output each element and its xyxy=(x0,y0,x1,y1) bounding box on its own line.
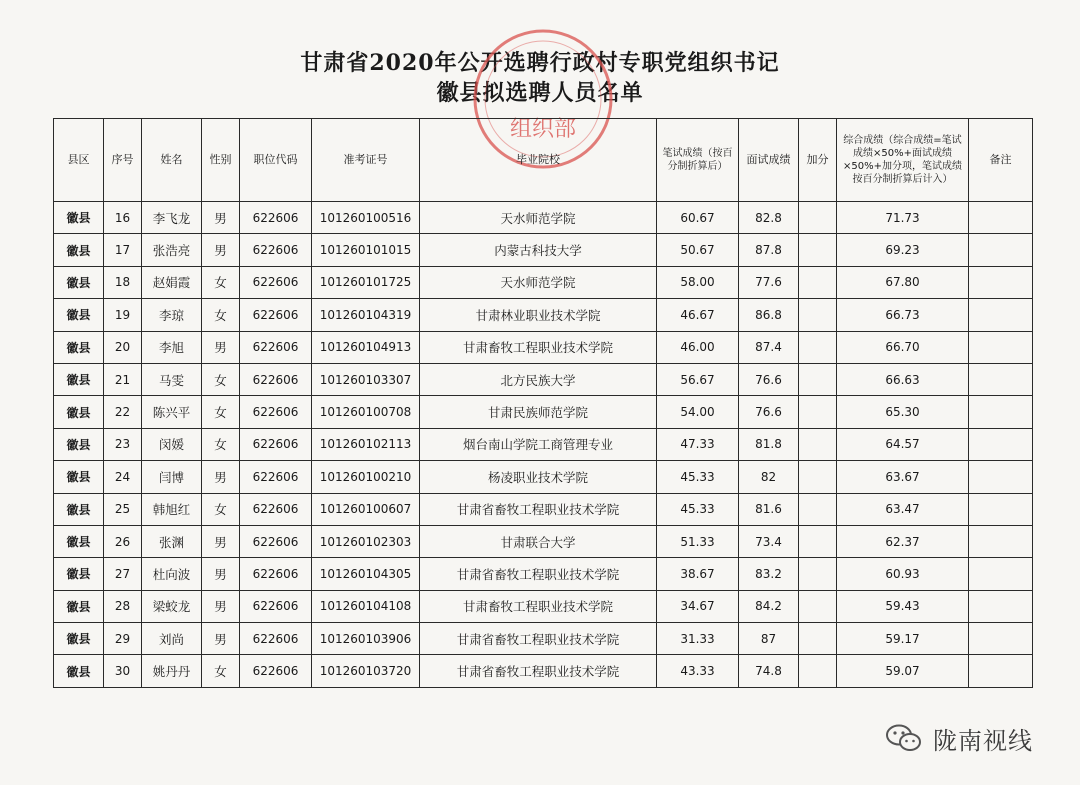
header-county: 县区 xyxy=(54,119,104,202)
cell-no: 16 xyxy=(104,202,142,234)
cell-exam: 101260100607 xyxy=(312,493,420,525)
cell-county: 徽县 xyxy=(54,428,104,460)
cell-written: 56.67 xyxy=(657,363,739,395)
cell-name: 李旭 xyxy=(142,331,202,363)
cell-code: 622606 xyxy=(240,363,312,395)
cell-total: 60.93 xyxy=(837,558,969,590)
cell-total: 67.80 xyxy=(837,266,969,298)
cell-name: 梁蛟龙 xyxy=(142,590,202,622)
cell-code: 622606 xyxy=(240,234,312,266)
cell-name: 刘尚 xyxy=(142,623,202,655)
cell-county: 徽县 xyxy=(54,266,104,298)
cell-gender: 男 xyxy=(202,202,240,234)
table-body xyxy=(54,202,1033,688)
watermark xyxy=(885,718,1033,758)
cell-no: 28 xyxy=(104,590,142,622)
cell-interview: 82.8 xyxy=(739,202,799,234)
cell-written: 45.33 xyxy=(657,493,739,525)
cell-total: 59.17 xyxy=(837,623,969,655)
cell-school: 甘肃畜牧工程职业技术学院 xyxy=(420,590,657,622)
cell-interview: 83.2 xyxy=(739,558,799,590)
cell-exam: 101260103906 xyxy=(312,623,420,655)
cell-interview: 81.8 xyxy=(739,428,799,460)
cell-code: 622606 xyxy=(240,396,312,428)
table-row xyxy=(54,428,1033,460)
cell-interview: 76.6 xyxy=(739,396,799,428)
cell-interview: 84.2 xyxy=(739,590,799,622)
header-remark: 备注 xyxy=(969,119,1033,202)
cell-county: 徽县 xyxy=(54,493,104,525)
cell-name: 闫博 xyxy=(142,461,202,493)
cell-remark xyxy=(969,655,1033,687)
cell-school: 甘肃联合大学 xyxy=(420,525,657,557)
cell-total: 59.43 xyxy=(837,590,969,622)
cell-no: 19 xyxy=(104,299,142,331)
cell-remark xyxy=(969,623,1033,655)
header-school: 毕业院校 xyxy=(420,119,657,202)
cell-county: 徽县 xyxy=(54,525,104,557)
cell-code: 622606 xyxy=(240,266,312,298)
table-header-row xyxy=(54,119,1033,202)
cell-county: 徽县 xyxy=(54,623,104,655)
cell-name: 李飞龙 xyxy=(142,202,202,234)
cell-written: 45.33 xyxy=(657,461,739,493)
cell-bonus xyxy=(799,655,837,687)
table-row xyxy=(54,525,1033,557)
table-row xyxy=(54,590,1033,622)
cell-school: 烟台南山学院工商管理专业 xyxy=(420,428,657,460)
cell-interview: 87.4 xyxy=(739,331,799,363)
cell-county: 徽县 xyxy=(54,363,104,395)
header-total: 综合成绩（综合成绩=笔试成绩×50%+面试成绩×50%+加分项，笔试成绩按百分制折算后计入） xyxy=(837,119,969,202)
header-interview: 面试成绩 xyxy=(739,119,799,202)
table-row xyxy=(54,331,1033,363)
cell-school: 天水师范学院 xyxy=(420,266,657,298)
cell-remark xyxy=(969,590,1033,622)
cell-bonus xyxy=(799,461,837,493)
cell-gender: 女 xyxy=(202,655,240,687)
cell-no: 27 xyxy=(104,558,142,590)
watermark-text: 陇南视线 xyxy=(933,726,1033,755)
cell-total: 66.63 xyxy=(837,363,969,395)
cell-no: 23 xyxy=(104,428,142,460)
cell-code: 622606 xyxy=(240,590,312,622)
cell-gender: 女 xyxy=(202,428,240,460)
cell-school: 甘肃民族师范学院 xyxy=(420,396,657,428)
cell-written: 54.00 xyxy=(657,396,739,428)
cell-interview: 87.8 xyxy=(739,234,799,266)
cell-bonus xyxy=(799,493,837,525)
cell-gender: 女 xyxy=(202,363,240,395)
cell-total: 63.47 xyxy=(837,493,969,525)
cell-remark xyxy=(969,558,1033,590)
cell-gender: 男 xyxy=(202,234,240,266)
cell-name: 赵娟霞 xyxy=(142,266,202,298)
header-name: 姓名 xyxy=(142,119,202,202)
cell-school: 甘肃省畜牧工程职业技术学院 xyxy=(420,623,657,655)
cell-county: 徽县 xyxy=(54,396,104,428)
cell-written: 31.33 xyxy=(657,623,739,655)
cell-name: 韩旭红 xyxy=(142,493,202,525)
cell-name: 姚丹丹 xyxy=(142,655,202,687)
cell-no: 26 xyxy=(104,525,142,557)
cell-written: 47.33 xyxy=(657,428,739,460)
cell-gender: 男 xyxy=(202,558,240,590)
cell-interview: 74.8 xyxy=(739,655,799,687)
cell-total: 65.30 xyxy=(837,396,969,428)
cell-no: 29 xyxy=(104,623,142,655)
cell-bonus xyxy=(799,299,837,331)
cell-code: 622606 xyxy=(240,655,312,687)
cell-exam: 101260100516 xyxy=(312,202,420,234)
table-row xyxy=(54,234,1033,266)
header-bonus: 加分 xyxy=(799,119,837,202)
cell-no: 17 xyxy=(104,234,142,266)
cell-school: 甘肃省畜牧工程职业技术学院 xyxy=(420,493,657,525)
table-row xyxy=(54,623,1033,655)
cell-total: 63.67 xyxy=(837,461,969,493)
cell-interview: 86.8 xyxy=(739,299,799,331)
cell-bonus xyxy=(799,428,837,460)
cell-total: 66.70 xyxy=(837,331,969,363)
cell-remark xyxy=(969,428,1033,460)
cell-total: 66.73 xyxy=(837,299,969,331)
cell-remark xyxy=(969,363,1033,395)
cell-remark xyxy=(969,461,1033,493)
cell-interview: 77.6 xyxy=(739,266,799,298)
cell-gender: 男 xyxy=(202,590,240,622)
header-gender: 性别 xyxy=(202,119,240,202)
cell-bonus xyxy=(799,331,837,363)
cell-exam: 101260102303 xyxy=(312,525,420,557)
cell-bonus xyxy=(799,266,837,298)
cell-gender: 男 xyxy=(202,525,240,557)
cell-code: 622606 xyxy=(240,525,312,557)
cell-gender: 女 xyxy=(202,493,240,525)
cell-name: 闵媛 xyxy=(142,428,202,460)
cell-name: 杜向波 xyxy=(142,558,202,590)
cell-written: 58.00 xyxy=(657,266,739,298)
cell-remark xyxy=(969,331,1033,363)
cell-remark xyxy=(969,493,1033,525)
cell-no: 22 xyxy=(104,396,142,428)
cell-county: 徽县 xyxy=(54,331,104,363)
header-exam: 准考证号 xyxy=(312,119,420,202)
table-row xyxy=(54,558,1033,590)
cell-county: 徽县 xyxy=(54,202,104,234)
cell-interview: 81.6 xyxy=(739,493,799,525)
cell-name: 李琼 xyxy=(142,299,202,331)
cell-bonus xyxy=(799,234,837,266)
cell-school: 内蒙古科技大学 xyxy=(420,234,657,266)
cell-total: 69.23 xyxy=(837,234,969,266)
cell-code: 622606 xyxy=(240,558,312,590)
cell-bonus xyxy=(799,623,837,655)
cell-school: 天水师范学院 xyxy=(420,202,657,234)
cell-exam: 101260101015 xyxy=(312,234,420,266)
cell-name: 张浩亮 xyxy=(142,234,202,266)
cell-exam: 101260100708 xyxy=(312,396,420,428)
cell-no: 20 xyxy=(104,331,142,363)
cell-exam: 101260102113 xyxy=(312,428,420,460)
cell-no: 21 xyxy=(104,363,142,395)
table-row xyxy=(54,396,1033,428)
cell-code: 622606 xyxy=(240,299,312,331)
cell-county: 徽县 xyxy=(54,655,104,687)
cell-remark xyxy=(969,234,1033,266)
cell-total: 62.37 xyxy=(837,525,969,557)
svg-text:组织部: 组织部 xyxy=(509,117,577,142)
cell-interview: 82 xyxy=(739,461,799,493)
cell-bonus xyxy=(799,525,837,557)
cell-remark xyxy=(969,396,1033,428)
cell-total: 71.73 xyxy=(837,202,969,234)
cell-code: 622606 xyxy=(240,623,312,655)
cell-total: 59.07 xyxy=(837,655,969,687)
cell-county: 徽县 xyxy=(54,590,104,622)
cell-code: 622606 xyxy=(240,428,312,460)
cell-written: 46.00 xyxy=(657,331,739,363)
cell-total: 64.57 xyxy=(837,428,969,460)
table-row xyxy=(54,655,1033,687)
table-row xyxy=(54,266,1033,298)
cell-gender: 男 xyxy=(202,331,240,363)
page-subtitle: 徽县拟选聘人员名单 xyxy=(436,80,644,106)
cell-no: 30 xyxy=(104,655,142,687)
cell-exam: 101260103720 xyxy=(312,655,420,687)
cell-code: 622606 xyxy=(240,331,312,363)
cell-county: 徽县 xyxy=(54,558,104,590)
cell-school: 杨凌职业技术学院 xyxy=(420,461,657,493)
cell-written: 46.67 xyxy=(657,299,739,331)
table-row xyxy=(54,363,1033,395)
header-written: 笔试成绩（按百分制折算后） xyxy=(657,119,739,202)
cell-gender: 女 xyxy=(202,396,240,428)
cell-bonus xyxy=(799,202,837,234)
cell-interview: 73.4 xyxy=(739,525,799,557)
header-code: 职位代码 xyxy=(240,119,312,202)
cell-exam: 101260104319 xyxy=(312,299,420,331)
cell-written: 60.67 xyxy=(657,202,739,234)
wechat-icon xyxy=(885,723,923,753)
table-row xyxy=(54,202,1033,234)
cell-county: 徽县 xyxy=(54,299,104,331)
cell-interview: 76.6 xyxy=(739,363,799,395)
table-row xyxy=(54,493,1033,525)
cell-name: 马雯 xyxy=(142,363,202,395)
cell-no: 18 xyxy=(104,266,142,298)
cell-bonus xyxy=(799,363,837,395)
cell-gender: 女 xyxy=(202,266,240,298)
cell-written: 38.67 xyxy=(657,558,739,590)
cell-bonus xyxy=(799,396,837,428)
cell-written: 50.67 xyxy=(657,234,739,266)
cell-code: 622606 xyxy=(240,461,312,493)
cell-exam: 101260104305 xyxy=(312,558,420,590)
candidate-table xyxy=(53,118,1033,688)
cell-name: 张渊 xyxy=(142,525,202,557)
cell-county: 徽县 xyxy=(54,234,104,266)
cell-bonus xyxy=(799,558,837,590)
cell-written: 43.33 xyxy=(657,655,739,687)
cell-code: 622606 xyxy=(240,202,312,234)
table-row xyxy=(54,299,1033,331)
cell-school: 甘肃省畜牧工程职业技术学院 xyxy=(420,655,657,687)
cell-written: 34.67 xyxy=(657,590,739,622)
cell-remark xyxy=(969,525,1033,557)
cell-remark xyxy=(969,202,1033,234)
cell-written: 51.33 xyxy=(657,525,739,557)
cell-school: 甘肃林业职业技术学院 xyxy=(420,299,657,331)
cell-gender: 男 xyxy=(202,623,240,655)
cell-gender: 女 xyxy=(202,299,240,331)
cell-school: 甘肃省畜牧工程职业技术学院 xyxy=(420,558,657,590)
cell-no: 24 xyxy=(104,461,142,493)
header-no: 序号 xyxy=(104,119,142,202)
cell-exam: 101260103307 xyxy=(312,363,420,395)
cell-school: 北方民族大学 xyxy=(420,363,657,395)
cell-exam: 101260101725 xyxy=(312,266,420,298)
cell-exam: 101260100210 xyxy=(312,461,420,493)
cell-no: 25 xyxy=(104,493,142,525)
page-title: 甘肃省2020年公开选聘行政村专职党组织书记 xyxy=(300,50,780,76)
table-row xyxy=(54,461,1033,493)
cell-gender: 男 xyxy=(202,461,240,493)
cell-remark xyxy=(969,299,1033,331)
cell-bonus xyxy=(799,590,837,622)
cell-interview: 87 xyxy=(739,623,799,655)
cell-school: 甘肃畜牧工程职业技术学院 xyxy=(420,331,657,363)
cell-exam: 101260104913 xyxy=(312,331,420,363)
cell-code: 622606 xyxy=(240,493,312,525)
cell-name: 陈兴平 xyxy=(142,396,202,428)
cell-county: 徽县 xyxy=(54,461,104,493)
cell-exam: 101260104108 xyxy=(312,590,420,622)
cell-remark xyxy=(969,266,1033,298)
